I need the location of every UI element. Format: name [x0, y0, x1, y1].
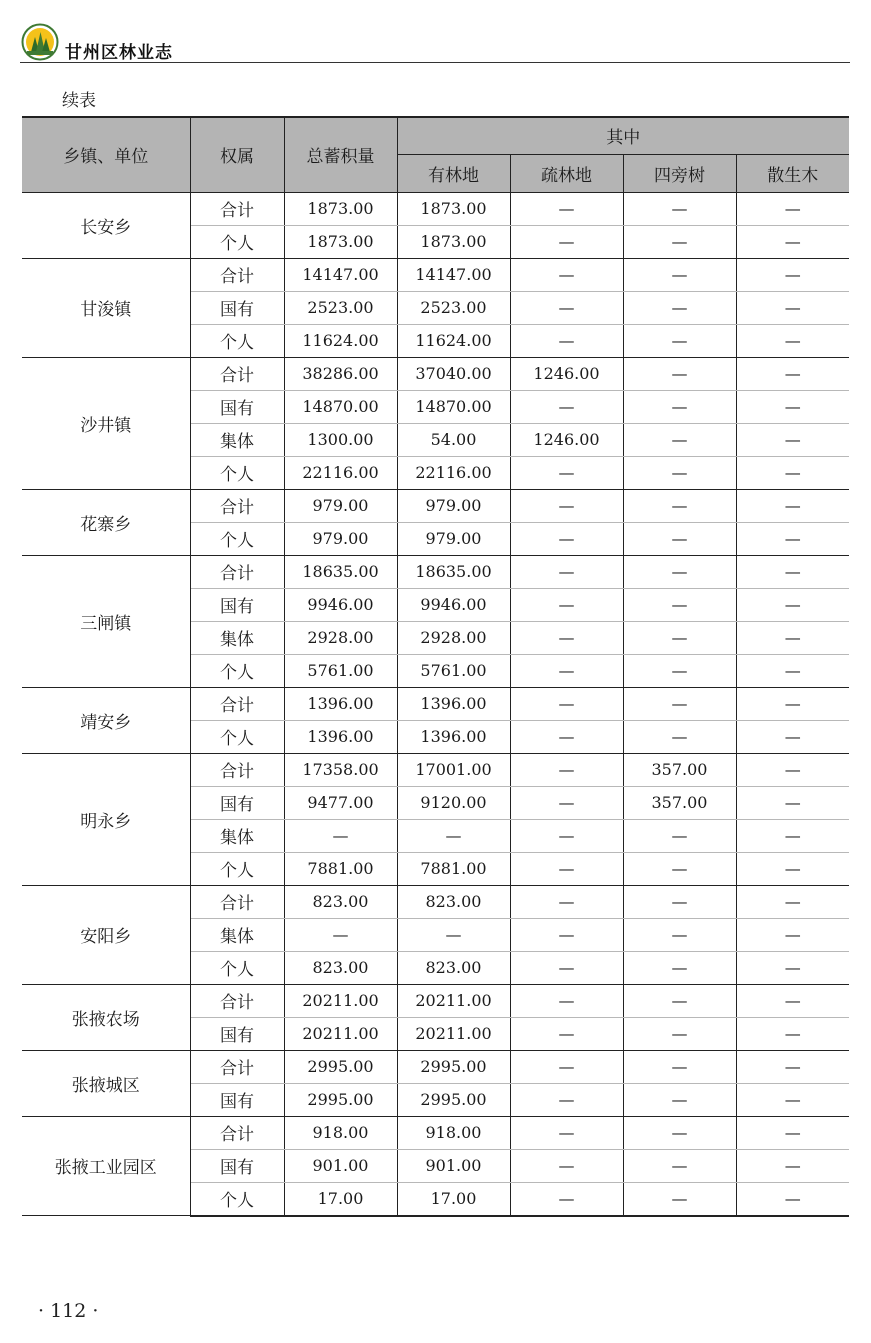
ownership-cell: 合计 [190, 1116, 284, 1149]
scattered-trees-cell: — [736, 951, 849, 984]
sparse-forest-cell: — [510, 720, 623, 753]
header-scattered-trees: 散生木 [736, 154, 849, 192]
table-caption: 续表 [62, 91, 96, 111]
total-volume-cell: 20211.00 [284, 1017, 397, 1050]
forest-land-cell: 979.00 [397, 489, 510, 522]
table-row [22, 753, 849, 786]
total-volume-cell: 823.00 [284, 885, 397, 918]
table-row [22, 885, 849, 918]
four-side-trees-cell: — [623, 1083, 736, 1116]
scattered-trees-cell: — [736, 852, 849, 885]
sparse-forest-cell: — [510, 687, 623, 720]
forest-land-cell: 2995.00 [397, 1050, 510, 1083]
forest-land-cell: 11624.00 [397, 324, 510, 357]
total-volume-cell: 9946.00 [284, 588, 397, 621]
four-side-trees-cell: — [623, 390, 736, 423]
four-side-trees-cell: — [623, 720, 736, 753]
ownership-cell: 国有 [190, 390, 284, 423]
unit-name-cell: 张掖城区 [22, 1050, 190, 1116]
header-forest-land: 有林地 [397, 154, 510, 192]
total-volume-cell: — [284, 918, 397, 951]
header-ownership: 权属 [190, 117, 284, 192]
unit-group [22, 1050, 849, 1116]
scattered-trees-cell: — [736, 390, 849, 423]
ownership-cell: 个人 [190, 324, 284, 357]
forest-land-cell: 7881.00 [397, 852, 510, 885]
ownership-cell: 合计 [190, 1050, 284, 1083]
total-volume-cell: 979.00 [284, 489, 397, 522]
sparse-forest-cell: — [510, 1083, 623, 1116]
sparse-forest-cell: 1246.00 [510, 357, 623, 390]
forest-land-cell: 823.00 [397, 951, 510, 984]
unit-group [22, 489, 849, 555]
four-side-trees-cell: — [623, 1149, 736, 1182]
header-unit: 乡镇、单位 [22, 117, 190, 192]
unit-name-cell: 沙井镇 [22, 357, 190, 489]
four-side-trees-cell: — [623, 456, 736, 489]
sparse-forest-cell: — [510, 654, 623, 687]
forest-land-cell: 2928.00 [397, 621, 510, 654]
scattered-trees-cell: — [736, 687, 849, 720]
ownership-cell: 合计 [190, 687, 284, 720]
four-side-trees-cell: — [623, 324, 736, 357]
forest-land-cell: 979.00 [397, 522, 510, 555]
sparse-forest-cell: — [510, 1116, 623, 1149]
scattered-trees-cell: — [736, 720, 849, 753]
scattered-trees-cell: — [736, 621, 849, 654]
ownership-cell: 合计 [190, 753, 284, 786]
scattered-trees-cell: — [736, 456, 849, 489]
scattered-trees-cell: — [736, 1083, 849, 1116]
scattered-trees-cell: — [736, 258, 849, 291]
four-side-trees-cell: — [623, 423, 736, 456]
unit-group [22, 687, 849, 753]
total-volume-cell: 7881.00 [284, 852, 397, 885]
ownership-cell: 国有 [190, 1149, 284, 1182]
ownership-cell: 个人 [190, 654, 284, 687]
scattered-trees-cell: — [736, 192, 849, 225]
four-side-trees-cell: — [623, 225, 736, 258]
ownership-cell: 国有 [190, 1083, 284, 1116]
scattered-trees-cell: — [736, 1116, 849, 1149]
forest-land-cell: 823.00 [397, 885, 510, 918]
sparse-forest-cell: — [510, 753, 623, 786]
ownership-cell: 合计 [190, 258, 284, 291]
ownership-cell: 个人 [190, 225, 284, 258]
sparse-forest-cell: — [510, 885, 623, 918]
total-volume-cell: 2928.00 [284, 621, 397, 654]
ownership-cell: 个人 [190, 1182, 284, 1216]
forest-emblem-icon [21, 23, 59, 61]
sparse-forest-cell: — [510, 390, 623, 423]
scattered-trees-cell: — [736, 819, 849, 852]
sparse-forest-cell: — [510, 225, 623, 258]
sparse-forest-cell: — [510, 1050, 623, 1083]
four-side-trees-cell: — [623, 357, 736, 390]
four-side-trees-cell: — [623, 687, 736, 720]
forest-land-cell: 1396.00 [397, 720, 510, 753]
unit-group [22, 192, 849, 258]
total-volume-cell: 823.00 [284, 951, 397, 984]
sparse-forest-cell: — [510, 852, 623, 885]
unit-name-cell: 张掖工业园区 [22, 1116, 190, 1216]
total-volume-cell: 2995.00 [284, 1050, 397, 1083]
unit-name-cell: 明永乡 [22, 753, 190, 885]
four-side-trees-cell: 357.00 [623, 753, 736, 786]
forest-land-cell: 14147.00 [397, 258, 510, 291]
table-row [22, 489, 849, 522]
scattered-trees-cell: — [736, 885, 849, 918]
header-divider [20, 62, 850, 63]
table-row [22, 258, 849, 291]
total-volume-cell: 1300.00 [284, 423, 397, 456]
sparse-forest-cell: — [510, 819, 623, 852]
scattered-trees-cell: — [736, 1149, 849, 1182]
scattered-trees-cell: — [736, 1017, 849, 1050]
total-volume-cell: — [284, 819, 397, 852]
four-side-trees-cell: — [623, 291, 736, 324]
ownership-cell: 集体 [190, 423, 284, 456]
forest-land-cell: 22116.00 [397, 456, 510, 489]
forest-land-cell: — [397, 819, 510, 852]
total-volume-cell: 11624.00 [284, 324, 397, 357]
forest-land-cell: 5761.00 [397, 654, 510, 687]
forest-land-cell: 2523.00 [397, 291, 510, 324]
forest-land-cell: 17.00 [397, 1182, 510, 1216]
scattered-trees-cell: — [736, 786, 849, 819]
table-header [22, 117, 849, 192]
sparse-forest-cell: — [510, 984, 623, 1017]
sparse-forest-cell: — [510, 1182, 623, 1216]
ownership-cell: 国有 [190, 786, 284, 819]
scattered-trees-cell: — [736, 753, 849, 786]
forest-land-cell: 18635.00 [397, 555, 510, 588]
unit-group [22, 885, 849, 984]
unit-name-cell: 安阳乡 [22, 885, 190, 984]
total-volume-cell: 1396.00 [284, 687, 397, 720]
four-side-trees-cell: — [623, 852, 736, 885]
book-title: 甘州区林业志 [65, 43, 173, 63]
table-row [22, 687, 849, 720]
total-volume-cell: 1873.00 [284, 225, 397, 258]
scattered-trees-cell: — [736, 225, 849, 258]
total-volume-cell: 20211.00 [284, 984, 397, 1017]
ownership-cell: 国有 [190, 588, 284, 621]
forest-land-cell: 20211.00 [397, 984, 510, 1017]
total-volume-cell: 2523.00 [284, 291, 397, 324]
four-side-trees-cell: — [623, 951, 736, 984]
four-side-trees-cell: — [623, 984, 736, 1017]
ownership-cell: 个人 [190, 522, 284, 555]
ownership-cell: 合计 [190, 885, 284, 918]
unit-name-cell: 三闸镇 [22, 555, 190, 687]
forest-land-cell: 14870.00 [397, 390, 510, 423]
ownership-cell: 国有 [190, 1017, 284, 1050]
forest-land-cell: 54.00 [397, 423, 510, 456]
unit-group [22, 753, 849, 885]
scattered-trees-cell: — [736, 984, 849, 1017]
scattered-trees-cell: — [736, 918, 849, 951]
four-side-trees-cell: — [623, 489, 736, 522]
header-sparse-forest: 疏林地 [510, 154, 623, 192]
unit-group [22, 357, 849, 489]
forest-land-cell: — [397, 918, 510, 951]
sparse-forest-cell: — [510, 456, 623, 489]
four-side-trees-cell: — [623, 1116, 736, 1149]
scattered-trees-cell: — [736, 555, 849, 588]
forest-land-cell: 37040.00 [397, 357, 510, 390]
total-volume-cell: 1396.00 [284, 720, 397, 753]
header-four-side-trees: 四旁树 [623, 154, 736, 192]
scattered-trees-cell: — [736, 588, 849, 621]
ownership-cell: 个人 [190, 720, 284, 753]
total-volume-cell: 38286.00 [284, 357, 397, 390]
four-side-trees-cell: — [623, 522, 736, 555]
total-volume-cell: 901.00 [284, 1149, 397, 1182]
ownership-cell: 合计 [190, 357, 284, 390]
unit-name-cell: 甘浚镇 [22, 258, 190, 357]
total-volume-cell: 14870.00 [284, 390, 397, 423]
scattered-trees-cell: — [736, 324, 849, 357]
sparse-forest-cell: — [510, 621, 623, 654]
sparse-forest-cell: — [510, 291, 623, 324]
unit-name-cell: 长安乡 [22, 192, 190, 258]
four-side-trees-cell: — [623, 588, 736, 621]
table-row [22, 357, 849, 390]
sparse-forest-cell: — [510, 522, 623, 555]
ownership-cell: 集体 [190, 918, 284, 951]
forest-volume-table [22, 116, 849, 1217]
total-volume-cell: 14147.00 [284, 258, 397, 291]
page-number: · 112 · [38, 1300, 99, 1322]
scattered-trees-cell: — [736, 1182, 849, 1216]
total-volume-cell: 1873.00 [284, 192, 397, 225]
unit-group [22, 555, 849, 687]
table-row [22, 192, 849, 225]
scattered-trees-cell: — [736, 357, 849, 390]
forest-land-cell: 2995.00 [397, 1083, 510, 1116]
four-side-trees-cell: — [623, 1050, 736, 1083]
sparse-forest-cell: — [510, 258, 623, 291]
table-row [22, 1050, 849, 1083]
total-volume-cell: 17358.00 [284, 753, 397, 786]
sparse-forest-cell: 1246.00 [510, 423, 623, 456]
four-side-trees-cell: — [623, 555, 736, 588]
forest-land-cell: 1873.00 [397, 192, 510, 225]
forest-land-cell: 1396.00 [397, 687, 510, 720]
forest-land-cell: 17001.00 [397, 753, 510, 786]
sparse-forest-cell: — [510, 918, 623, 951]
unit-name-cell: 靖安乡 [22, 687, 190, 753]
scattered-trees-cell: — [736, 654, 849, 687]
header-of-which: 其中 [397, 117, 849, 154]
total-volume-cell: 17.00 [284, 1182, 397, 1216]
ownership-cell: 合计 [190, 192, 284, 225]
ownership-cell: 个人 [190, 951, 284, 984]
unit-group [22, 1116, 849, 1216]
scattered-trees-cell: — [736, 423, 849, 456]
sparse-forest-cell: — [510, 555, 623, 588]
ownership-cell: 个人 [190, 456, 284, 489]
total-volume-cell: 9477.00 [284, 786, 397, 819]
ownership-cell: 集体 [190, 819, 284, 852]
four-side-trees-cell: — [623, 654, 736, 687]
sparse-forest-cell: — [510, 324, 623, 357]
table-row [22, 1116, 849, 1149]
scattered-trees-cell: — [736, 489, 849, 522]
ownership-cell: 集体 [190, 621, 284, 654]
four-side-trees-cell: — [623, 1017, 736, 1050]
forest-land-cell: 9946.00 [397, 588, 510, 621]
ownership-cell: 合计 [190, 555, 284, 588]
total-volume-cell: 5761.00 [284, 654, 397, 687]
sparse-forest-cell: — [510, 192, 623, 225]
forest-land-cell: 1873.00 [397, 225, 510, 258]
ownership-cell: 合计 [190, 984, 284, 1017]
table-row [22, 555, 849, 588]
four-side-trees-cell: — [623, 918, 736, 951]
four-side-trees-cell: — [623, 885, 736, 918]
forest-land-cell: 918.00 [397, 1116, 510, 1149]
unit-group [22, 258, 849, 357]
total-volume-cell: 22116.00 [284, 456, 397, 489]
four-side-trees-cell: 357.00 [623, 786, 736, 819]
scattered-trees-cell: — [736, 1050, 849, 1083]
forest-land-cell: 20211.00 [397, 1017, 510, 1050]
four-side-trees-cell: — [623, 621, 736, 654]
scattered-trees-cell: — [736, 291, 849, 324]
four-side-trees-cell: — [623, 258, 736, 291]
unit-name-cell: 张掖农场 [22, 984, 190, 1050]
four-side-trees-cell: — [623, 1182, 736, 1216]
table-row [22, 984, 849, 1017]
scattered-trees-cell: — [736, 522, 849, 555]
sparse-forest-cell: — [510, 588, 623, 621]
sparse-forest-cell: — [510, 786, 623, 819]
header-total: 总蓄积量 [284, 117, 397, 192]
sparse-forest-cell: — [510, 951, 623, 984]
total-volume-cell: 2995.00 [284, 1083, 397, 1116]
unit-name-cell: 花寨乡 [22, 489, 190, 555]
ownership-cell: 国有 [190, 291, 284, 324]
total-volume-cell: 18635.00 [284, 555, 397, 588]
running-header [20, 22, 850, 64]
four-side-trees-cell: — [623, 192, 736, 225]
unit-group [22, 984, 849, 1050]
sparse-forest-cell: — [510, 489, 623, 522]
ownership-cell: 合计 [190, 489, 284, 522]
total-volume-cell: 918.00 [284, 1116, 397, 1149]
ownership-cell: 个人 [190, 852, 284, 885]
forest-land-cell: 901.00 [397, 1149, 510, 1182]
total-volume-cell: 979.00 [284, 522, 397, 555]
four-side-trees-cell: — [623, 819, 736, 852]
sparse-forest-cell: — [510, 1149, 623, 1182]
sparse-forest-cell: — [510, 1017, 623, 1050]
forest-land-cell: 9120.00 [397, 786, 510, 819]
